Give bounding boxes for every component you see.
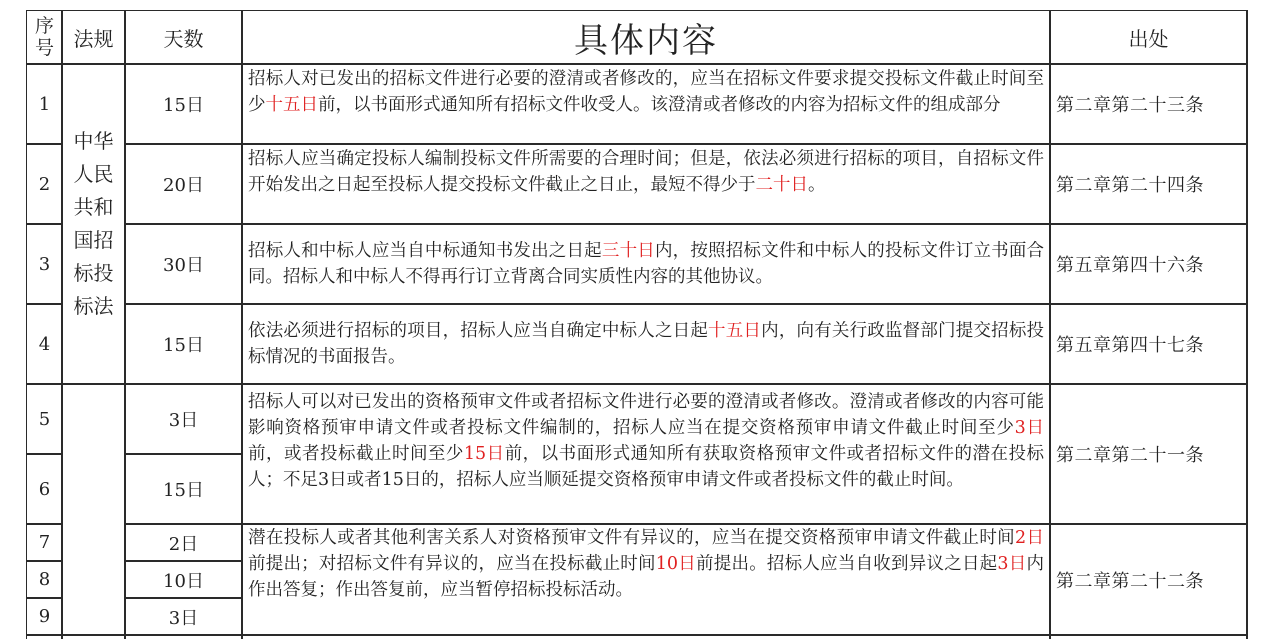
grid-line — [124, 453, 242, 455]
row-number: 6 — [38, 478, 51, 500]
source-cell: 第二章第二十四条 — [1056, 175, 1204, 196]
grid-line — [124, 597, 242, 599]
highlighted-duration: 15日 — [463, 444, 505, 464]
content-text: 招标人可以对已发出的资格预审文件或者招标文件进行必要的澄清或者修改。澄清或者修改的内容可能影响资格预审申请文件或者投标文件编制的，招标人应当在提交资格预审申请文件截止时间至少 — [248, 392, 1044, 438]
content-text: 前提出。招标人应当自收到异议之日起 — [696, 554, 998, 574]
law-name: 中华人民共和国招标投标法 — [73, 129, 114, 318]
row-number: 7 — [38, 532, 51, 553]
grid-line — [26, 523, 62, 525]
grid-line — [124, 143, 1248, 145]
grid-line — [61, 10, 63, 639]
source-cell: 第二章第二十一条 — [1056, 445, 1204, 466]
row-number: 3 — [38, 253, 51, 275]
grid-line — [124, 10, 126, 639]
highlighted-duration: 10日 — [655, 554, 697, 574]
highlighted-duration: 十五日 — [265, 95, 318, 115]
content-text: 招标人应当确定投标人编制投标文件所需要的合理时间；但是，依法必须进行招标的项目，自招标文件开始发出之日起至投标人提交投标文件截止之日止，最短不得少于 — [248, 149, 1044, 195]
grid-line — [124, 560, 242, 562]
days-cell: 2日 — [168, 533, 199, 555]
row-number: 1 — [38, 93, 51, 115]
highlighted-duration: 2日 — [1015, 528, 1045, 548]
days-cell: 3日 — [168, 607, 199, 629]
grid-line — [1246, 10, 1248, 639]
source-cell: 第二章第二十三条 — [1056, 95, 1204, 116]
content-cell — [242, 318, 1050, 384]
content-text: 招标人对已发出的招标文件进行必要的澄清或者修改的，应当在招标文件要求提交投标文件截止时间至少 — [248, 69, 1044, 115]
content-text: 内作出答复；作出答复前，应当暂停招标投标活动。 — [248, 554, 1045, 600]
grid-line — [26, 560, 62, 562]
content-cell — [242, 525, 1050, 635]
days-cell: 10日 — [163, 570, 204, 592]
grid-line — [26, 303, 62, 305]
grid-line — [26, 10, 1248, 11]
highlighted-duration: 3日 — [997, 554, 1027, 574]
grid-line — [124, 303, 1248, 305]
grid-line — [124, 523, 1248, 525]
row-number: 9 — [38, 606, 51, 627]
grid-line — [26, 597, 62, 599]
header-source: 出处 — [1128, 26, 1169, 51]
header-law: 法规 — [73, 26, 114, 51]
content-cell — [242, 389, 1050, 524]
header-seq: 序 号 — [34, 15, 54, 59]
law-name-cell — [62, 64, 125, 384]
grid-line — [26, 383, 1248, 385]
content-text: 内，向有关行政监督部门提交招标投标情况的书面报告。 — [248, 321, 1045, 367]
days-cell: 20日 — [163, 175, 204, 196]
content-cell — [242, 146, 1050, 224]
source-cell: 第五章第四十六条 — [1056, 255, 1204, 276]
grid-line — [241, 10, 243, 639]
grid-line — [26, 143, 62, 145]
days-cell: 15日 — [163, 95, 204, 116]
days-cell: 3日 — [168, 410, 199, 431]
row-number: 8 — [38, 569, 51, 590]
days-cell: 30日 — [163, 255, 204, 276]
grid-line — [1049, 10, 1051, 639]
days-cell: 15日 — [163, 335, 204, 356]
header-days: 天数 — [163, 26, 204, 51]
content-text: 依法必须进行招标的项目，招标人应当自确定中标人之日起 — [248, 321, 709, 341]
content-text: 前，或者投标截止时间至少 — [248, 444, 464, 464]
content-text: 内，按照招标文件和中标人的投标文件订立书面合同。招标人和中标人不得再行订立背离合同实质性内容的其他协议。 — [248, 241, 1045, 287]
grid-line — [124, 223, 1248, 225]
header-content: 具体内容 — [574, 20, 718, 61]
row-number: 5 — [38, 408, 51, 430]
highlighted-duration: 3日 — [1014, 418, 1044, 438]
content-cell — [242, 238, 1050, 304]
content-text: 招标人和中标人应当自中标通知书发出之日起 — [248, 241, 602, 261]
content-text: 前提出；对招标文件有异议的，应当在投标截止时间 — [248, 554, 656, 574]
content-cell — [242, 66, 1050, 144]
grid-line — [26, 63, 1248, 65]
source-cell: 第五章第四十七条 — [1056, 335, 1204, 356]
grid-line — [26, 223, 62, 225]
row-number: 4 — [38, 333, 51, 355]
content-text: 。 — [808, 175, 826, 195]
grid-line — [26, 10, 27, 639]
highlighted-duration: 十五日 — [708, 321, 762, 341]
content-text: 前，以书面形式通知所有招标文件收受人。该澄清或者修改的内容为招标文件的组成部分 — [318, 95, 1001, 115]
grid-line — [26, 453, 62, 455]
content-text: 前，以书面形式通知所有获取资格预审文件或者招标文件的潜在投标人；不足3日或者15日的，招标人应当顺延提交资格预审申请文件或者投标文件的截止时间。 — [248, 444, 1044, 490]
row-number: 2 — [38, 173, 51, 195]
highlighted-duration: 三十日 — [601, 241, 655, 261]
content-text: 潜在投标人或者其他利害关系人对资格预审文件有异议的，应当在提交资格预审申请文件截止时间 — [248, 528, 1016, 548]
days-cell: 15日 — [163, 480, 204, 501]
source-cell: 第二章第二十二条 — [1056, 570, 1204, 592]
grid-line — [26, 634, 1248, 636]
highlighted-duration: 二十日 — [755, 175, 808, 195]
